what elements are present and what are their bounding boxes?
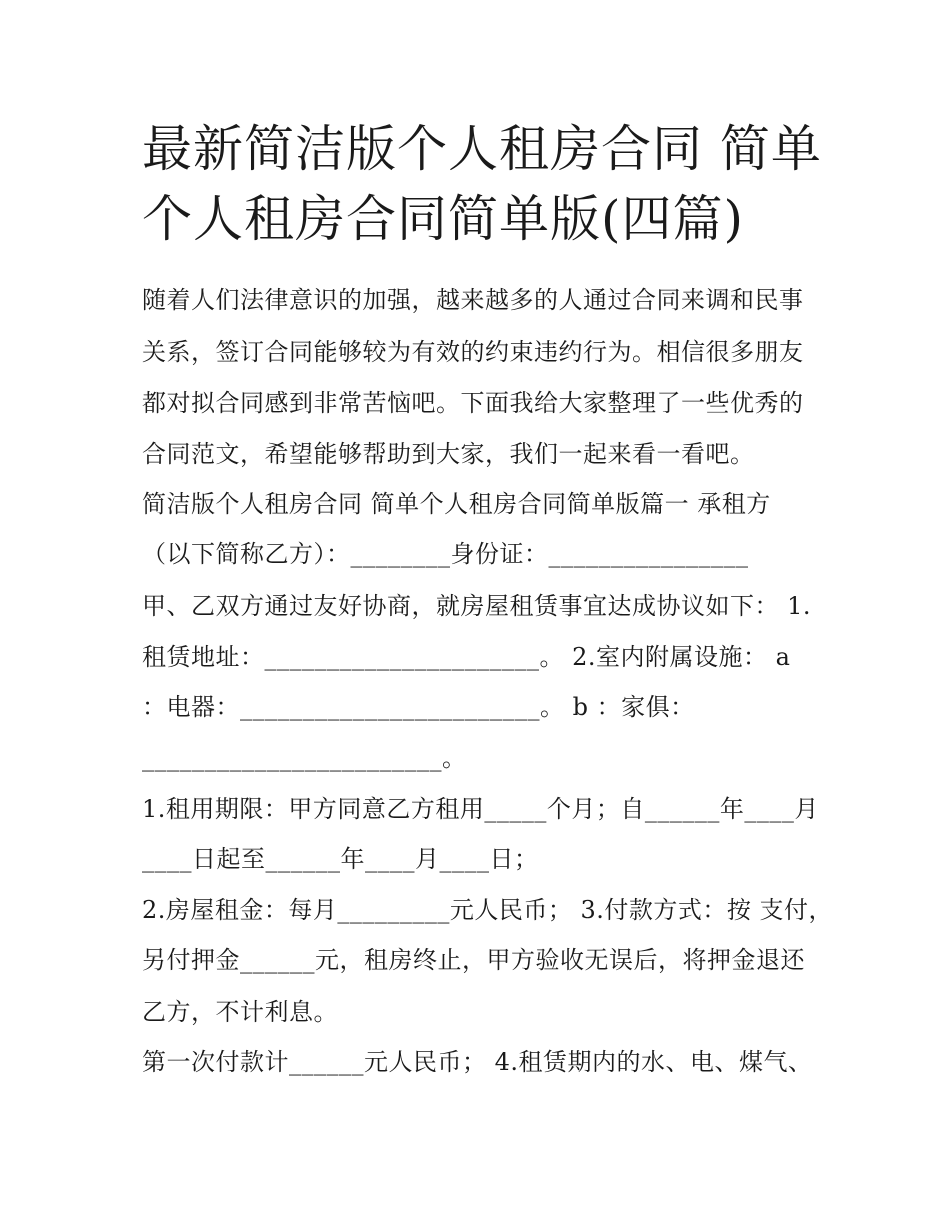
body-line: 第一次付款计______元人民币； 4.租赁期内的水、电、煤气、	[142, 1048, 813, 1076]
body-line: 关系，签订合同能够较为有效的约束违约行为。相信很多朋友	[142, 338, 804, 366]
body-line: ：电器：________________________。 b ：家俱：	[142, 693, 695, 721]
body-line: 甲、乙双方通过友好协商，就房屋租赁事宜达成协议如下： 1.	[142, 592, 812, 620]
title-line: 最新简洁版个人租房合同 简单	[142, 120, 822, 178]
body-line: 2.房屋租金：每月_________元人民币； 3.付款方式：按 支付，	[142, 896, 834, 924]
body-line: 1.租用期限：甲方同意乙方租用_____个月；自______年____月	[142, 795, 819, 823]
body-line: ____日起至______年____月____日；	[142, 845, 539, 873]
body-line: 另付押金______元，租房终止，甲方验收无误后，将押金退还	[142, 946, 805, 974]
body-line: 都对拟合同感到非常苦恼吧。下面我给大家整理了一些优秀的	[142, 389, 804, 417]
body-line: 乙方，不计利息。	[142, 998, 338, 1026]
body-line: ________________________。	[142, 744, 467, 772]
body-line: 租赁地址：______________________。 2.室内附属设施： a	[142, 643, 791, 671]
body-line: （以下简称乙方）：________身份证：________________	[142, 540, 749, 568]
body-line: 合同范文，希望能够帮助到大家，我们一起来看一看吧。	[142, 440, 755, 468]
section-heading-line: 简洁版个人租房合同 简单个人租房合同简单版篇一 承租方	[142, 490, 771, 518]
title-line: 个人租房合同简单版(四篇)	[142, 190, 745, 248]
document-title	[142, 114, 842, 254]
body-line: 随着人们法律意识的加强，越来越多的人通过合同来调和民事	[142, 286, 804, 314]
